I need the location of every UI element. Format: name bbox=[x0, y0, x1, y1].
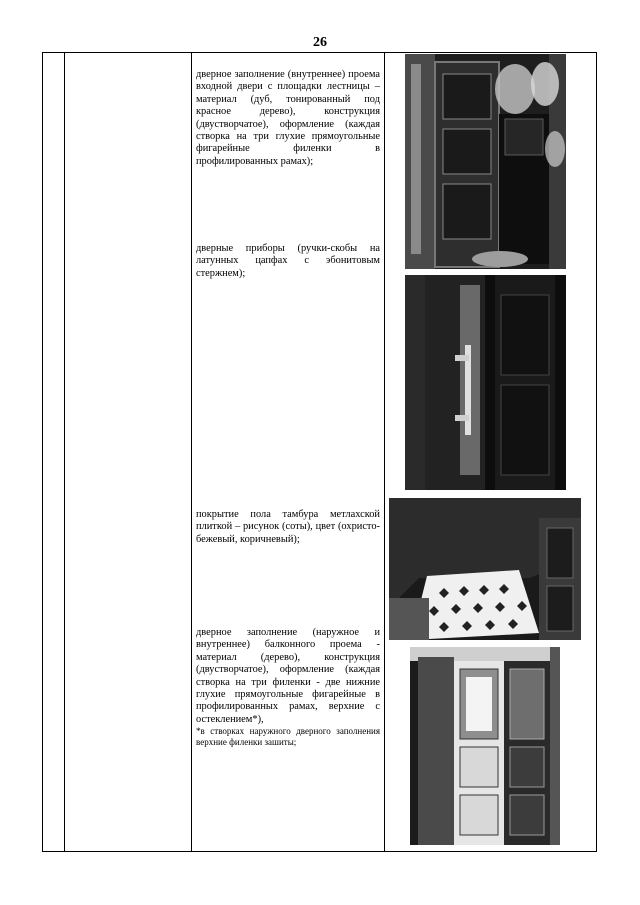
column-divider-3 bbox=[384, 53, 385, 851]
item-4-footnote: *в створках наружного дверного заполнения верхние филенки зашиты; bbox=[196, 726, 380, 748]
item-4-text: дверное заполнение (наружное и внутреннее) балконного проема - материал (дерево), конструкция (двустворчатое), оформление (каждая створка на три филенки - две нижние глухие прямоугольные фигарейные в профилированных рамах, верхние с остеклением*), bbox=[196, 627, 380, 725]
photo-vestibule-tile-floor bbox=[389, 498, 581, 640]
item-4-block bbox=[196, 627, 380, 748]
column-divider-2 bbox=[191, 53, 192, 851]
column-divider-1 bbox=[64, 53, 65, 851]
photo-balcony-door bbox=[410, 647, 560, 845]
document-table bbox=[42, 52, 597, 852]
item-2-text: дверные приборы (ручки-скобы на латунных цапфах с эбонитовым стержнем); bbox=[196, 243, 380, 279]
page-number: 26 bbox=[313, 35, 327, 50]
item-1-text: дверное заполнение (внутреннее) проема входной двери с площадки лестницы – материал (дуб, тонированный под красное дерево), конструкция (двустворчатое), оформление (каждая створка на три глухие прямоугольные фигарейные филенки в профилированных рамах); bbox=[196, 69, 380, 167]
photo-interior-double-door bbox=[405, 54, 566, 269]
item-3-text: покрытие пола тамбура метлахской плиткой – рисунок (соты), цвет (охристо-бежевый, коричневый); bbox=[196, 509, 380, 545]
photo-door-handle bbox=[405, 275, 566, 490]
